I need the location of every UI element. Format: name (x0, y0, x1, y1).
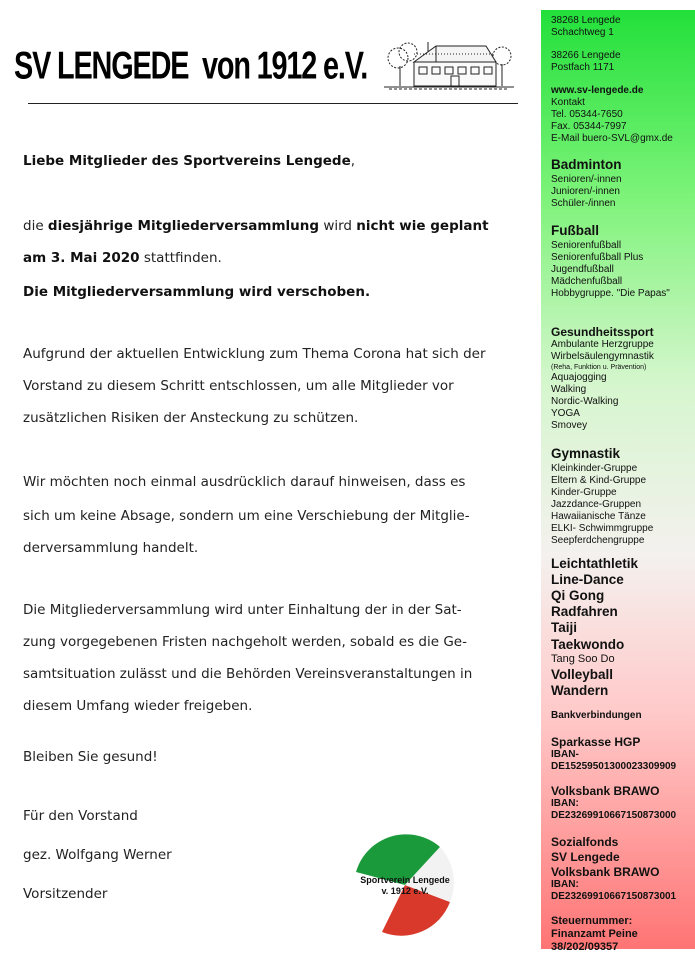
list-item: Nordic-Walking (551, 396, 619, 407)
list-item: Wirbelsäulengymnastik (551, 351, 654, 362)
paragraph-1-line-1: die diesjährige Mitgliederversammlung wird nicht wie geplant (23, 218, 489, 234)
clubhouse-illustration (384, 34, 514, 90)
list-item-note: (Reha, Funktion u. Prävention) (551, 364, 647, 371)
phone: Tel. 05344-7650 (551, 109, 623, 120)
list-item: Hobbygruppe. "Die Papas" (551, 288, 670, 299)
list-item: Mädchenfußball (551, 276, 623, 287)
address-po-line-1: 38266 Lengede (551, 50, 621, 61)
bank-sparkasse-iban-label: IBAN- (551, 749, 579, 760)
sport-wandern: Wandern (551, 683, 609, 698)
sozialfonds-line-2: SV Lengede (551, 850, 620, 864)
list-item: Jazzdance-Gruppen (551, 499, 642, 510)
address-street-line-1: 38268 Lengede (551, 15, 621, 26)
fax: Fax. 05344-7997 (551, 121, 627, 132)
bank-sparkasse-iban: DE15259501300023309909 (551, 761, 677, 772)
logo-text-line-1: Sportverein Lengede (360, 875, 450, 885)
paragraph-1-line-3: Die Mitgliederversammlung wird verschoben. (23, 284, 371, 300)
list-item: Walking (551, 384, 587, 395)
club-title: SV LENGEDE von 1912 e.V. (14, 44, 368, 88)
list-item: Junioren/-innen (551, 186, 620, 197)
tax-number: 38/202/09357 (551, 941, 619, 953)
list-item: Seniorenfußball Plus (551, 252, 644, 263)
sport-volleyball: Volleyball (551, 667, 614, 682)
paragraph-4-line-4: diesem Umfang wieder freigeben. (23, 698, 253, 714)
signature-line-2: gez. Wolfgang Werner (23, 847, 172, 863)
list-item: Aquajogging (551, 372, 607, 383)
section-badminton: Badminton (551, 157, 622, 172)
list-item: Smovey (551, 420, 588, 431)
list-item: YOGA (551, 408, 580, 419)
paragraph-4-line-2: zung vorgegebenen Fristen nachgeholt werden, sobald es die Ge- (23, 634, 467, 650)
paragraph-4-line-3: samtsituation zulässt und die Behörden Vereinsveranstaltungen in (23, 666, 473, 682)
sport-taiji: Taiji (551, 620, 578, 635)
paragraph-3-line-3: derversammlung handelt. (23, 540, 199, 556)
signature-line-1: Für den Vorstand (23, 808, 138, 824)
sport-line-dance: Line-Dance (551, 572, 624, 587)
sport-taekwondo: Taekwondo (551, 637, 625, 652)
website-link[interactable]: www.sv-lengede.de (551, 85, 644, 96)
email-link[interactable]: E-Mail buero-SVL@gmx.de (551, 133, 673, 144)
paragraph-3-line-2: sich um keine Absage, sondern um eine Verschiebung der Mitglie- (23, 508, 470, 524)
list-item: Seniorenfußball (551, 240, 622, 251)
list-item: Ambulante Herzgruppe (551, 339, 654, 350)
list-item: ELKI- Schwimmgruppe (551, 523, 654, 534)
club-info-sidebar (541, 10, 695, 953)
list-item: Hawaiianische Tänze (551, 511, 646, 522)
paragraph-3-line-1: Wir möchten noch einmal ausdrücklich darauf hinweisen, dass es (23, 474, 466, 490)
paragraph-4-line-1: Die Mitgliederversammlung wird unter Einhaltung der in der Sat- (23, 602, 462, 618)
sport-leichtathletik: Leichtathletik (551, 556, 639, 571)
section-gymnastik: Gymnastik (551, 446, 621, 461)
sport-radfahren: Radfahren (551, 604, 618, 619)
list-item: Kinder-Gruppe (551, 487, 617, 498)
sozialfonds-iban-label: IBAN: (551, 879, 579, 890)
sozialfonds-line-3: Volksbank BRAWO (551, 865, 660, 879)
bank-volksbank: Volksbank BRAWO (551, 784, 660, 798)
club-logo (352, 832, 458, 938)
closing: Bleiben Sie gesund! (23, 749, 158, 765)
sport-tang-soo-do: Tang Soo Do (551, 653, 615, 665)
sport-qi-gong: Qi Gong (551, 588, 605, 603)
sozialfonds-iban: DE23269910667150873001 (551, 891, 677, 902)
list-item: Jugendfußball (551, 264, 614, 275)
section-fussball: Fußball (551, 223, 599, 238)
bank-volksbank-iban: DE23269910667150873000 (551, 810, 677, 821)
greeting: Liebe Mitglieder des Sportvereins Lengede, (23, 153, 356, 169)
paragraph-1-line-2: am 3. Mai 2020 stattfinden. (23, 250, 222, 266)
list-item: Schüler-/innen (551, 198, 616, 209)
address-street-line-2: Schachtweg 1 (551, 27, 614, 38)
paragraph-2-line-3: zusätzlichen Risiken der Ansteckung zu schützen. (23, 410, 359, 426)
list-item: Senioren/-innen (551, 174, 622, 185)
list-item: Seepferdchengruppe (551, 535, 645, 546)
address-po-line-2: Postfach 1171 (551, 62, 615, 73)
header-divider (28, 103, 518, 104)
signature-line-3: Vorsitzender (23, 886, 108, 902)
bank-heading: Bankverbindungen (551, 710, 642, 721)
section-gesundheitssport: Gesundheitssport (551, 325, 654, 339)
paragraph-2-line-2: Vorstand zu diesem Schritt entschlossen, um alle Mitglieder vor (23, 378, 454, 394)
contact-label: Kontakt (551, 97, 585, 108)
bank-sparkasse: Sparkasse HGP (551, 735, 641, 749)
paragraph-2-line-1: Aufgrund der aktuellen Entwicklung zum Thema Corona hat sich der (23, 346, 486, 362)
bank-volksbank-iban-label: IBAN: (551, 798, 579, 809)
logo-text-line-2: v. 1912 e.V. (381, 886, 429, 896)
tax-number-label: Steuernummer: (551, 915, 633, 927)
tax-office: Finanzamt Peine (551, 928, 638, 940)
sozialfonds-line-1: Sozialfonds (551, 835, 619, 849)
list-item: Kleinkinder-Gruppe (551, 463, 638, 474)
list-item: Eltern & Kind-Gruppe (551, 475, 647, 486)
